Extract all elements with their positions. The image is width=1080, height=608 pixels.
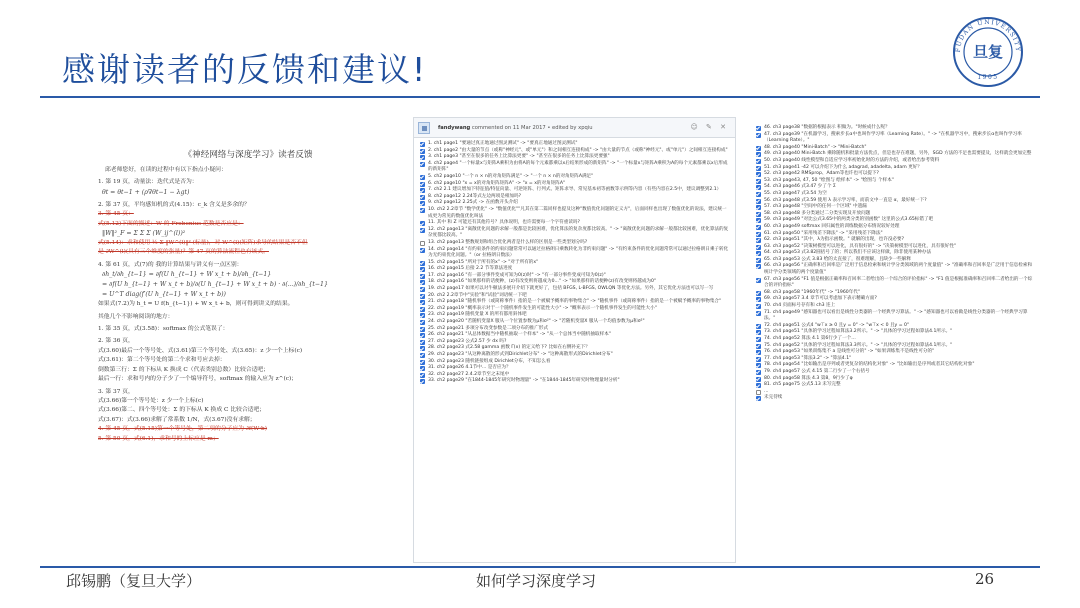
task-text: 30. ch2 page23 随机链接组成 Dirichlet分布，不知怎么看 <box>428 358 551 364</box>
task-item <box>420 378 731 385</box>
avatar[interactable] <box>418 122 430 134</box>
task-text: 11. 其中 和 Z 可能还有其他符号？具体说明，也许需要每一个字符重读吗? <box>428 220 580 226</box>
task-text: 24. ch2 page20 "若随机变量X 服从一个位置参数为μ和σ²" -> "若随机变量X 服从一个均值参数为μ和σ²" <box>428 319 645 325</box>
task-item <box>420 352 731 359</box>
unchecked-checkbox-icon[interactable] <box>756 390 761 395</box>
task-list <box>414 138 735 385</box>
document-line: 式(5.12)下面的描述：W 的 Frobenius 范数是否应是： <box>98 220 244 227</box>
task-item <box>756 303 1036 310</box>
document-line: 3. 第 45 页： <box>98 211 134 218</box>
footer-talk-title: 如何学习深度学习 <box>476 572 597 590</box>
task-item <box>420 200 731 207</box>
task-text: 14. ch2 page14 "有约束条件的约束问题常常可以通过拉格朗日乘数转化为非约束问题" -> "有约束条件的优化问题常常可以通过拉格朗日乘子转化为无约束优化问题。"（or 拉格朗日数法） <box>428 246 729 259</box>
checked-checkbox-icon[interactable] <box>756 264 761 269</box>
checked-checkbox-icon[interactable] <box>756 258 761 263</box>
task-text: 20. ch2 2.2章节中"实验"和"试验"词语统一下吧 <box>428 292 527 298</box>
task-item <box>756 125 1036 132</box>
checked-checkbox-icon[interactable] <box>756 245 761 250</box>
checked-checkbox-icon[interactable] <box>756 172 761 177</box>
task-text: 27. ch2 page23 公式2.57 少 dx 吗? <box>428 338 507 344</box>
task-text: 49. ch3 page40 Mini-Batch 乘除随机和批量方法优点，但是也存在难题，另外，SGD 方法的不足也需要提及，这样就会更加完整 <box>764 151 1032 157</box>
task-item <box>756 329 1036 336</box>
task-text: 19. ch2 page17 如果可以对牛顿法多展开介绍下就更好了，包括 BFGS, L-BFGS, OWLQN 等优化方法。另外，其它优化方法也可以写一写 <box>428 286 714 292</box>
task-text: 28. ch2 page23 式2.58 gamma 函数 Γ(x) 的定义给下? 比如在右侧补充下？ <box>428 345 590 351</box>
checked-checkbox-icon[interactable] <box>420 287 425 292</box>
comment-tools[interactable]: ☺ ✎ ✕ <box>690 123 729 131</box>
checked-checkbox-icon[interactable] <box>756 344 761 349</box>
checked-checkbox-icon[interactable] <box>756 126 761 131</box>
checked-checkbox-icon[interactable] <box>756 205 761 210</box>
document-line: 3. 第 37 页， <box>98 388 134 395</box>
checked-checkbox-icon[interactable] <box>756 350 761 355</box>
task-text: 12. ch2 page13 "离散优化问题的求解一般都是比较困难，优化算法的复杂度都比较高。" -> "离散优化问题的求解一般都比较困难，优化算法的复杂度都比较高。" <box>428 226 729 239</box>
task-text: 80. ch4 page58 算法 4.3 第8，9行少了φ <box>764 375 853 381</box>
task-item <box>756 171 1036 178</box>
checked-checkbox-icon[interactable] <box>420 149 425 154</box>
task-text: 23. ch2 page19 随机变量 X 的所有都用斜体吧 <box>428 312 527 318</box>
task-text: 64. ch3 page53 式3.82圆括号了的；所以我们不应该这样做，除非使用某种办法 <box>764 250 932 256</box>
document-line: 最后一行：求和号内的分子少了一个编导符号，softmax 的输入应为 z^(c)； <box>98 376 298 383</box>
document-line: 2. 第 37 页，平均感知机的式(4.15)：c_k 含义是多余的？ <box>98 201 250 208</box>
task-text: 79. ch4 page57 公式 4.15 第二行少了一个右括号 <box>764 368 870 374</box>
checked-checkbox-icon[interactable] <box>420 300 425 305</box>
task-text: 29. ch2 page23 "从这种离散的形式到Dirichlet分布" -> "这种离散形式的Dirichlet分布" <box>428 352 613 357</box>
task-item <box>756 389 1036 396</box>
checked-checkbox-icon[interactable] <box>756 133 761 138</box>
checked-checkbox-icon[interactable] <box>420 221 425 226</box>
document-line: 式(3.61)：第二个等号处的第二个求和号应去掉： <box>98 357 226 364</box>
checked-checkbox-icon[interactable] <box>420 373 425 378</box>
checked-checkbox-icon[interactable] <box>756 166 761 171</box>
document-line: 式(3.67)：式(3.66)求解了常系数 1/N，式(3.67)没有求解； <box>98 416 256 423</box>
checked-checkbox-icon[interactable] <box>420 346 425 351</box>
task-item <box>756 191 1036 198</box>
task-text: 56. ch3 page48 式3.59 使用 λ 表示学习率，而前文中一直是 α，最好统一下? <box>764 197 927 203</box>
task-item <box>420 227 731 240</box>
checked-checkbox-icon[interactable] <box>420 182 425 187</box>
task-text: ... <box>764 388 769 394</box>
task-text: 10. ch2 2.2章节 "数学优化" -> "数值优化""凡其在第二篇同样也提及这种"数值优化问题的定义方"，后面同样也出现了数值优化的说法，建议统一成更为常见的数值优化叫法 <box>428 206 727 219</box>
task-text: 4. ch2 page4 "一个标量x与矩阵A乘积为由将A的每个元素都乘以x后结果形成的新矩阵" -> "一个标量x与矩阵A乘积为A的每个元素都乘以x后形成的新矩阵" <box>428 160 728 173</box>
task-text: 1. ch1 page1 "要通过真正地通过图灵测试" -> "要真正地通过图灵测试" <box>428 141 578 146</box>
checked-checkbox-icon[interactable] <box>756 330 761 335</box>
task-item <box>756 382 1036 389</box>
checked-checkbox-icon[interactable] <box>420 366 425 371</box>
checked-checkbox-icon[interactable] <box>756 396 761 401</box>
task-text: 53. ch3 page43, 47, 50 "绘图与 绘样本" -> "绘图与 个样本" <box>764 177 894 183</box>
checked-checkbox-icon[interactable] <box>420 307 425 312</box>
task-item <box>756 369 1036 376</box>
comment-header <box>414 118 735 138</box>
document-title: 《神经网络与深度学习》读者反馈 <box>183 150 313 160</box>
checked-checkbox-icon[interactable] <box>420 320 425 325</box>
document-line: 1. 第 35 页，式(3.58)：softmax 的公式笔误了： <box>98 326 229 333</box>
checked-checkbox-icon[interactable] <box>756 251 761 256</box>
github-comment-panel <box>413 117 736 563</box>
task-text: 55. ch3 page47 式3.54 为空 <box>764 190 827 196</box>
task-text: 32. ch2 page27 2.4.2章节至之末尾中 <box>428 371 510 377</box>
checked-checkbox-icon[interactable] <box>756 357 761 362</box>
task-text: 68. ch3 page58 "1960年代" -> "1960年代" <box>764 289 861 295</box>
checked-checkbox-icon[interactable] <box>420 294 425 299</box>
checked-checkbox-icon[interactable] <box>420 162 425 167</box>
task-item <box>420 240 731 247</box>
task-text: 76. ch4 page53 "如果训练集不 a 是线性可分的" -> "如果训练集不是线性可分的" <box>764 349 935 355</box>
task-text: 6. ch2 page10 "x = x的对角矩阵矩阵A" -> "x = x的对角矩阵A" <box>428 180 566 186</box>
task-item <box>756 151 1036 158</box>
feedback-document <box>98 148 398 564</box>
task-text: 57. ch3 page48 "空间中的任何一个区域" 中遗漏 <box>764 204 867 210</box>
checked-checkbox-icon[interactable] <box>756 304 761 309</box>
checked-checkbox-icon[interactable] <box>756 370 761 375</box>
checked-checkbox-icon[interactable] <box>756 337 761 342</box>
task-item <box>420 161 731 174</box>
document-line: 是 ∂W^(l)(具有三个维度的张量)？第 47 页的算法流程也有该式。 <box>98 249 269 256</box>
task-text: 47. ch3 page39 "在机器学习，搜索步长α中也叫作学习率（Learning Rate）。" -> "在机器学习中，搜索步长α也叫作学习率（Learning Rate）。" <box>764 131 1022 144</box>
task-text: 26. ch2 page21 "从总体数据当中随机抽取一个样本" -> "从一个总体当中随机抽取样本" <box>428 332 611 338</box>
document-formula: ‖W‖²_F = Σ Σ Σ (W_ij^(l))² <box>102 230 186 238</box>
task-text: 54. ch3 page46 式3.47 少了个 Σ <box>764 184 836 190</box>
task-text: 65. ch3 page53 公式 3.83 给的太直接了，很难理解，且缺少一些解释 <box>764 256 911 262</box>
checked-checkbox-icon[interactable] <box>756 212 761 217</box>
task-item <box>756 263 1036 276</box>
task-item <box>756 310 1036 323</box>
task-text: 17. ch2 page16 "有一部分事件变成可知为0(z)时" -> "有一部分事件变成可知为0(z)" <box>428 272 606 278</box>
task-text: 73. ch4 page51 "具体的学习过程如算法3.2所示。" -> "具体的学习过程如算法4.1所示。" <box>764 329 953 335</box>
document-line: 4. 第 61 页，式(7)的 我的计算结果与讲义有一点区别： <box>98 261 243 268</box>
checked-checkbox-icon[interactable] <box>756 238 761 243</box>
task-item <box>420 141 731 148</box>
logo-university-text: FUDAN UNIVERSITY <box>954 18 1022 53</box>
task-text: 78. ch4 page54 "比如输出是序列或者更复杂的结构化对象" -> "比如输出是序列或者其它结构化对象" <box>764 362 975 368</box>
task-item <box>756 204 1036 211</box>
task-item <box>420 207 731 220</box>
document-line: 式(3.60)最后一个等号处、式(3.61)第三个等号处、式(3.65)：z 少一个上标(c) <box>98 347 303 354</box>
checked-checkbox-icon[interactable] <box>756 152 761 157</box>
task-item <box>756 217 1036 224</box>
task-text: 3. ch1 page3 "甚至在很多的任务上比算法更要" -> "甚至在很多的任务上比算法更要强" <box>428 154 610 160</box>
checked-checkbox-icon[interactable] <box>420 248 425 253</box>
checked-checkbox-icon[interactable] <box>756 232 761 237</box>
task-text: 69. ch3 page57 3.4 章节可以考虑加下表示精确方面? <box>764 296 877 302</box>
task-text: 18. ch2 page16 "如果那样的话便种，(z)有改变则将越成为0..." -> "如果那样的话便种(z)有改变则将越成为0" <box>428 279 657 285</box>
task-text: 58. ch3 page48 多分类通过二分类实现及开放问题 <box>764 210 871 216</box>
task-item <box>756 132 1036 145</box>
document-line: 式(3.66)第一个等号处：z 少一个上标(c) <box>98 397 204 404</box>
checked-checkbox-icon[interactable] <box>420 280 425 285</box>
task-item <box>756 184 1036 191</box>
task-text: 67. ch3 page56 "F1 值是根据正确率和召回率二者给出的一个综合的评价指标" -> "F1 值是根据准确率和召回率二者给出的一个综合的评价指标" <box>764 276 1033 289</box>
checked-checkbox-icon[interactable] <box>756 179 761 184</box>
checked-checkbox-icon[interactable] <box>420 333 425 338</box>
checked-checkbox-icon[interactable] <box>756 324 761 329</box>
task-text: 未完待续 <box>764 395 783 401</box>
task-item <box>420 345 731 352</box>
task-text: 31. ch2 page26 4.1节中... 是否应为？ <box>428 365 511 371</box>
task-item <box>420 187 731 194</box>
task-item <box>756 277 1036 290</box>
comment-username[interactable]: fandywang <box>438 125 471 131</box>
checked-checkbox-icon[interactable] <box>420 313 425 318</box>
task-text: 9. ch2 page12 2.25式 -> 在函数开头介绍 <box>428 200 518 206</box>
task-text: 22. ch2 page19 "概率表示对于一个随机事件发生的可能性大小" -> "概率表示一个随机事件发生的可能性大小" <box>428 305 657 311</box>
comment-meta <box>438 125 593 131</box>
task-text: 48. ch3 page40 "Mini-Batch" -> "Mini-Batch" <box>764 144 867 150</box>
checked-checkbox-icon[interactable] <box>756 192 761 197</box>
task-item <box>420 332 731 339</box>
task-text: 72. ch4 page51 公式4 "w⊤x ≥ 0 且y = 0" -> "w⊤x < 0 且y = 0" <box>764 322 910 328</box>
document-line: 5. 第 50 页，式(6.1)，求和号的上标应是 m； <box>98 435 219 442</box>
document-line: 如果式(7.2)为 h_t = U f(h_{t−1}) + W x_t + b，则可得到讲义的结果。 <box>98 301 294 308</box>
issue-list-panel <box>750 122 1040 554</box>
checked-checkbox-icon[interactable] <box>420 228 425 233</box>
task-item <box>420 319 731 326</box>
task-item <box>420 174 731 181</box>
task-text: 62. ch3 page51 "其中，λ为指示函数。" 就解的出现，也许没必要? <box>764 237 905 243</box>
task-text: 33. ch2 page29 "在1844-1845年研究时物理量" -> "在1844-1845年研究时物理量时分析" <box>428 378 620 384</box>
checked-checkbox-icon[interactable] <box>756 159 761 164</box>
checked-checkbox-icon[interactable] <box>756 199 761 204</box>
task-text: 2. ch1 page2 "由大量的节点（或称"神经元"、或"单元"）和之间相互连接构成" -> "由大量的节点（或称"神经元"、或"单元"）之间相互连接构成" <box>428 147 728 153</box>
checked-checkbox-icon[interactable] <box>420 274 425 279</box>
checked-checkbox-icon[interactable] <box>420 267 425 272</box>
slide-title: 感谢读者的反馈和建议! <box>62 50 428 89</box>
task-text: 75. ch4 page52 "具体的学习过程如算法3.3所示。" -> "具体的学习过程如算法4.1所示。" <box>764 342 953 348</box>
footer-author: 邱锡鹏（复旦大学） <box>66 572 202 590</box>
task-text: 15. ch2 page15 "所对于所有的x" -> "对于所有的x" <box>428 259 539 265</box>
task-text: 77. ch4 page53 "算法3.2" -> "算法4.1" <box>764 355 852 361</box>
task-text: 74. ch4 page52 算法 4.1 第6行少了一个… <box>764 336 856 341</box>
document-formula: = ∂f(U h_{t−1} + W x_t + b)/∂(U h_{t−1} + W x_t + b) · ∂(...)/∂h_{t−1} <box>102 281 328 289</box>
logo-year: 1905 <box>977 74 999 81</box>
task-text: 51. ch3 page41 -42 可以介绍下为什么 adagrad, adadelta, adam 更好？ <box>764 164 922 170</box>
checked-checkbox-icon[interactable] <box>420 195 425 200</box>
task-text: 21. ch2 page18 "随机事件（或简称事件）指的是一个被赋予概率的事物集合" -> "随机事件（或简称事件）指的是一个被赋予概率的事物集合" <box>428 299 722 305</box>
document-formula: θt = θt−1 + (ρ∇θt−1 − λgt) <box>102 188 190 196</box>
document-lines <box>98 166 398 444</box>
task-text: 61. ch3 page50 "采用残差下降法" -> "采用残差下降法" <box>764 230 883 236</box>
task-text: 46. ch3 page38 "数据的根据表示 积做为。"时候成什么呢？ <box>764 125 890 130</box>
checked-checkbox-icon[interactable] <box>420 360 425 365</box>
checked-checkbox-icon[interactable] <box>756 185 761 190</box>
task-text: 50. ch3 page40 线性模型和自适应学习率初始化时的方法的介绍，或者给出参考资料 <box>764 157 940 163</box>
document-line: 倒数第三行：Σ 的下标从 K 换成 C（代表类别总数）比较合适吧； <box>98 366 269 373</box>
task-text: 63. ch3 page52 "决策树模型可以进化，具有很好的" -> "决策树模型可以进化，具有很好性" <box>764 243 957 249</box>
checked-checkbox-icon[interactable] <box>756 291 761 296</box>
task-text: 16. ch2 page15 后接 2.2 节等算法进度 <box>428 266 513 272</box>
checked-checkbox-icon[interactable] <box>420 261 425 266</box>
checked-checkbox-icon[interactable] <box>756 225 761 230</box>
task-text: 59. ch3 page49 "对比公式3.65中的两类分类的别函数" 这里的公式3.65标错了吧 <box>764 217 934 223</box>
comment-meta-text: commented on 11 Mar 2017 • edited by xpqiu <box>471 125 593 131</box>
checked-checkbox-icon[interactable] <box>756 146 761 151</box>
checked-checkbox-icon[interactable] <box>756 363 761 368</box>
checked-checkbox-icon[interactable] <box>420 175 425 180</box>
document-formula: = U^T diag(f′(U h_{t−1} + W x_t + b)) <box>102 291 226 299</box>
task-item <box>756 362 1036 369</box>
task-item <box>756 349 1036 356</box>
checked-checkbox-icon[interactable] <box>420 340 425 345</box>
checked-checkbox-icon[interactable] <box>756 377 761 382</box>
task-item <box>420 220 731 227</box>
document-line: 1. 第 19 页，动量法：迭代式是否为： <box>98 179 198 186</box>
task-item <box>756 250 1036 257</box>
document-line: 式(5.14)：求和使用 ½ Σ ‖W^(l)‖² (标量)，对 W^(l)(矩阵)求导的结果是否不但 <box>98 240 308 247</box>
checked-checkbox-icon[interactable] <box>420 353 425 358</box>
task-item <box>420 247 731 260</box>
task-item <box>420 154 731 161</box>
document-line: 4. 第 45 页，式(5.15)第一个等号处，第二项的分子应为 ∂f(W·b) <box>98 426 268 433</box>
task-text: 70. ch4 页面标号存有和 ch3 连上 <box>764 303 836 309</box>
checked-checkbox-icon[interactable] <box>420 208 425 213</box>
task-text: 7. ch2 2.1 建议增加下特征值/特征向量、可逆矩阵、行列式、矩阵求导、常见基本初等函数等示例等内容（有些内容在2.5中，建议调整到2.1） <box>428 187 722 193</box>
page-number: 26 <box>975 570 995 588</box>
task-text: 5. ch2 page10 "一个 n × n的对角矩阵满足" -> "一个 n × n的对角矩阵A满足" <box>428 173 594 179</box>
issue-task-list <box>750 122 1040 402</box>
task-item <box>756 158 1036 165</box>
fudan-university-logo <box>952 16 1024 88</box>
task-text: 66. ch3 page56 "正确率和召回率是广泛用于信息检索和统计学分类领域的两个度量值" -> "准确率和召回率是广泛用于信息检索和统计学分类领域的两个度量值" <box>764 263 1033 276</box>
checked-checkbox-icon[interactable] <box>756 383 761 388</box>
task-item <box>756 237 1036 244</box>
task-item <box>756 395 1036 402</box>
checked-checkbox-icon[interactable] <box>420 155 425 160</box>
unchecked-checkbox-icon[interactable] <box>420 241 425 246</box>
checked-checkbox-icon[interactable] <box>420 188 425 193</box>
footer-divider <box>40 566 1040 568</box>
title-divider <box>40 96 1040 98</box>
task-item <box>420 299 731 306</box>
checked-checkbox-icon[interactable] <box>420 379 425 384</box>
task-text: 13. ch2 page13 整数规划和组合优化两者是什么样的区别是一些类型划分吗? <box>428 239 588 245</box>
task-text: 52. ch3 page42 RMSprop、Adam等也许也可以提下? <box>764 171 879 177</box>
document-line: 式(3.66)第二、四个等号处：Σ 的下标从 K 换成 C 比较合适吧； <box>98 407 266 414</box>
document-line: 2. 第 36 页， <box>98 338 134 345</box>
document-line: 邱老师您好，在读的过程中有以下指点小疑问： <box>105 167 227 173</box>
document-line: 其他几个不影响阅读的地方： <box>98 313 174 320</box>
logo-center-glyph: 旦复 <box>972 43 1004 61</box>
checked-checkbox-icon[interactable] <box>420 201 425 206</box>
checked-checkbox-icon[interactable] <box>756 311 761 316</box>
task-item <box>420 286 731 293</box>
task-item <box>756 336 1036 343</box>
task-text: 25. ch2 page21 多项分布改变参数是二项分布的推广形式 <box>428 325 549 331</box>
checked-checkbox-icon[interactable] <box>420 327 425 332</box>
task-text: 81. ch5 page75 公式5.13 未写完整 <box>764 382 841 388</box>
checked-checkbox-icon[interactable] <box>756 218 761 223</box>
task-text: 71. ch4 page49 "感知器也可以看出是线性分类器的一个经典学习算法。" -> "感知器也可以看做是线性分类器的一个经典学习算法。" <box>764 309 1028 322</box>
checked-checkbox-icon[interactable] <box>756 278 761 283</box>
task-text: 8. ch2 page12 2.24等式左边两项是相加吗? <box>428 193 522 199</box>
checked-checkbox-icon[interactable] <box>420 142 425 147</box>
document-formula: ∂h_t/∂h_{t−1} = ∂f(U h_{t−1} + W x_t + b)/∂h_{t−1} <box>102 271 272 279</box>
task-item <box>756 224 1036 231</box>
task-item <box>420 266 731 273</box>
task-item <box>420 365 731 372</box>
task-text: 60. ch3 page49 softmax 回归属性的训练数据分布情况较好处理 <box>764 223 900 229</box>
checked-checkbox-icon[interactable] <box>756 297 761 302</box>
